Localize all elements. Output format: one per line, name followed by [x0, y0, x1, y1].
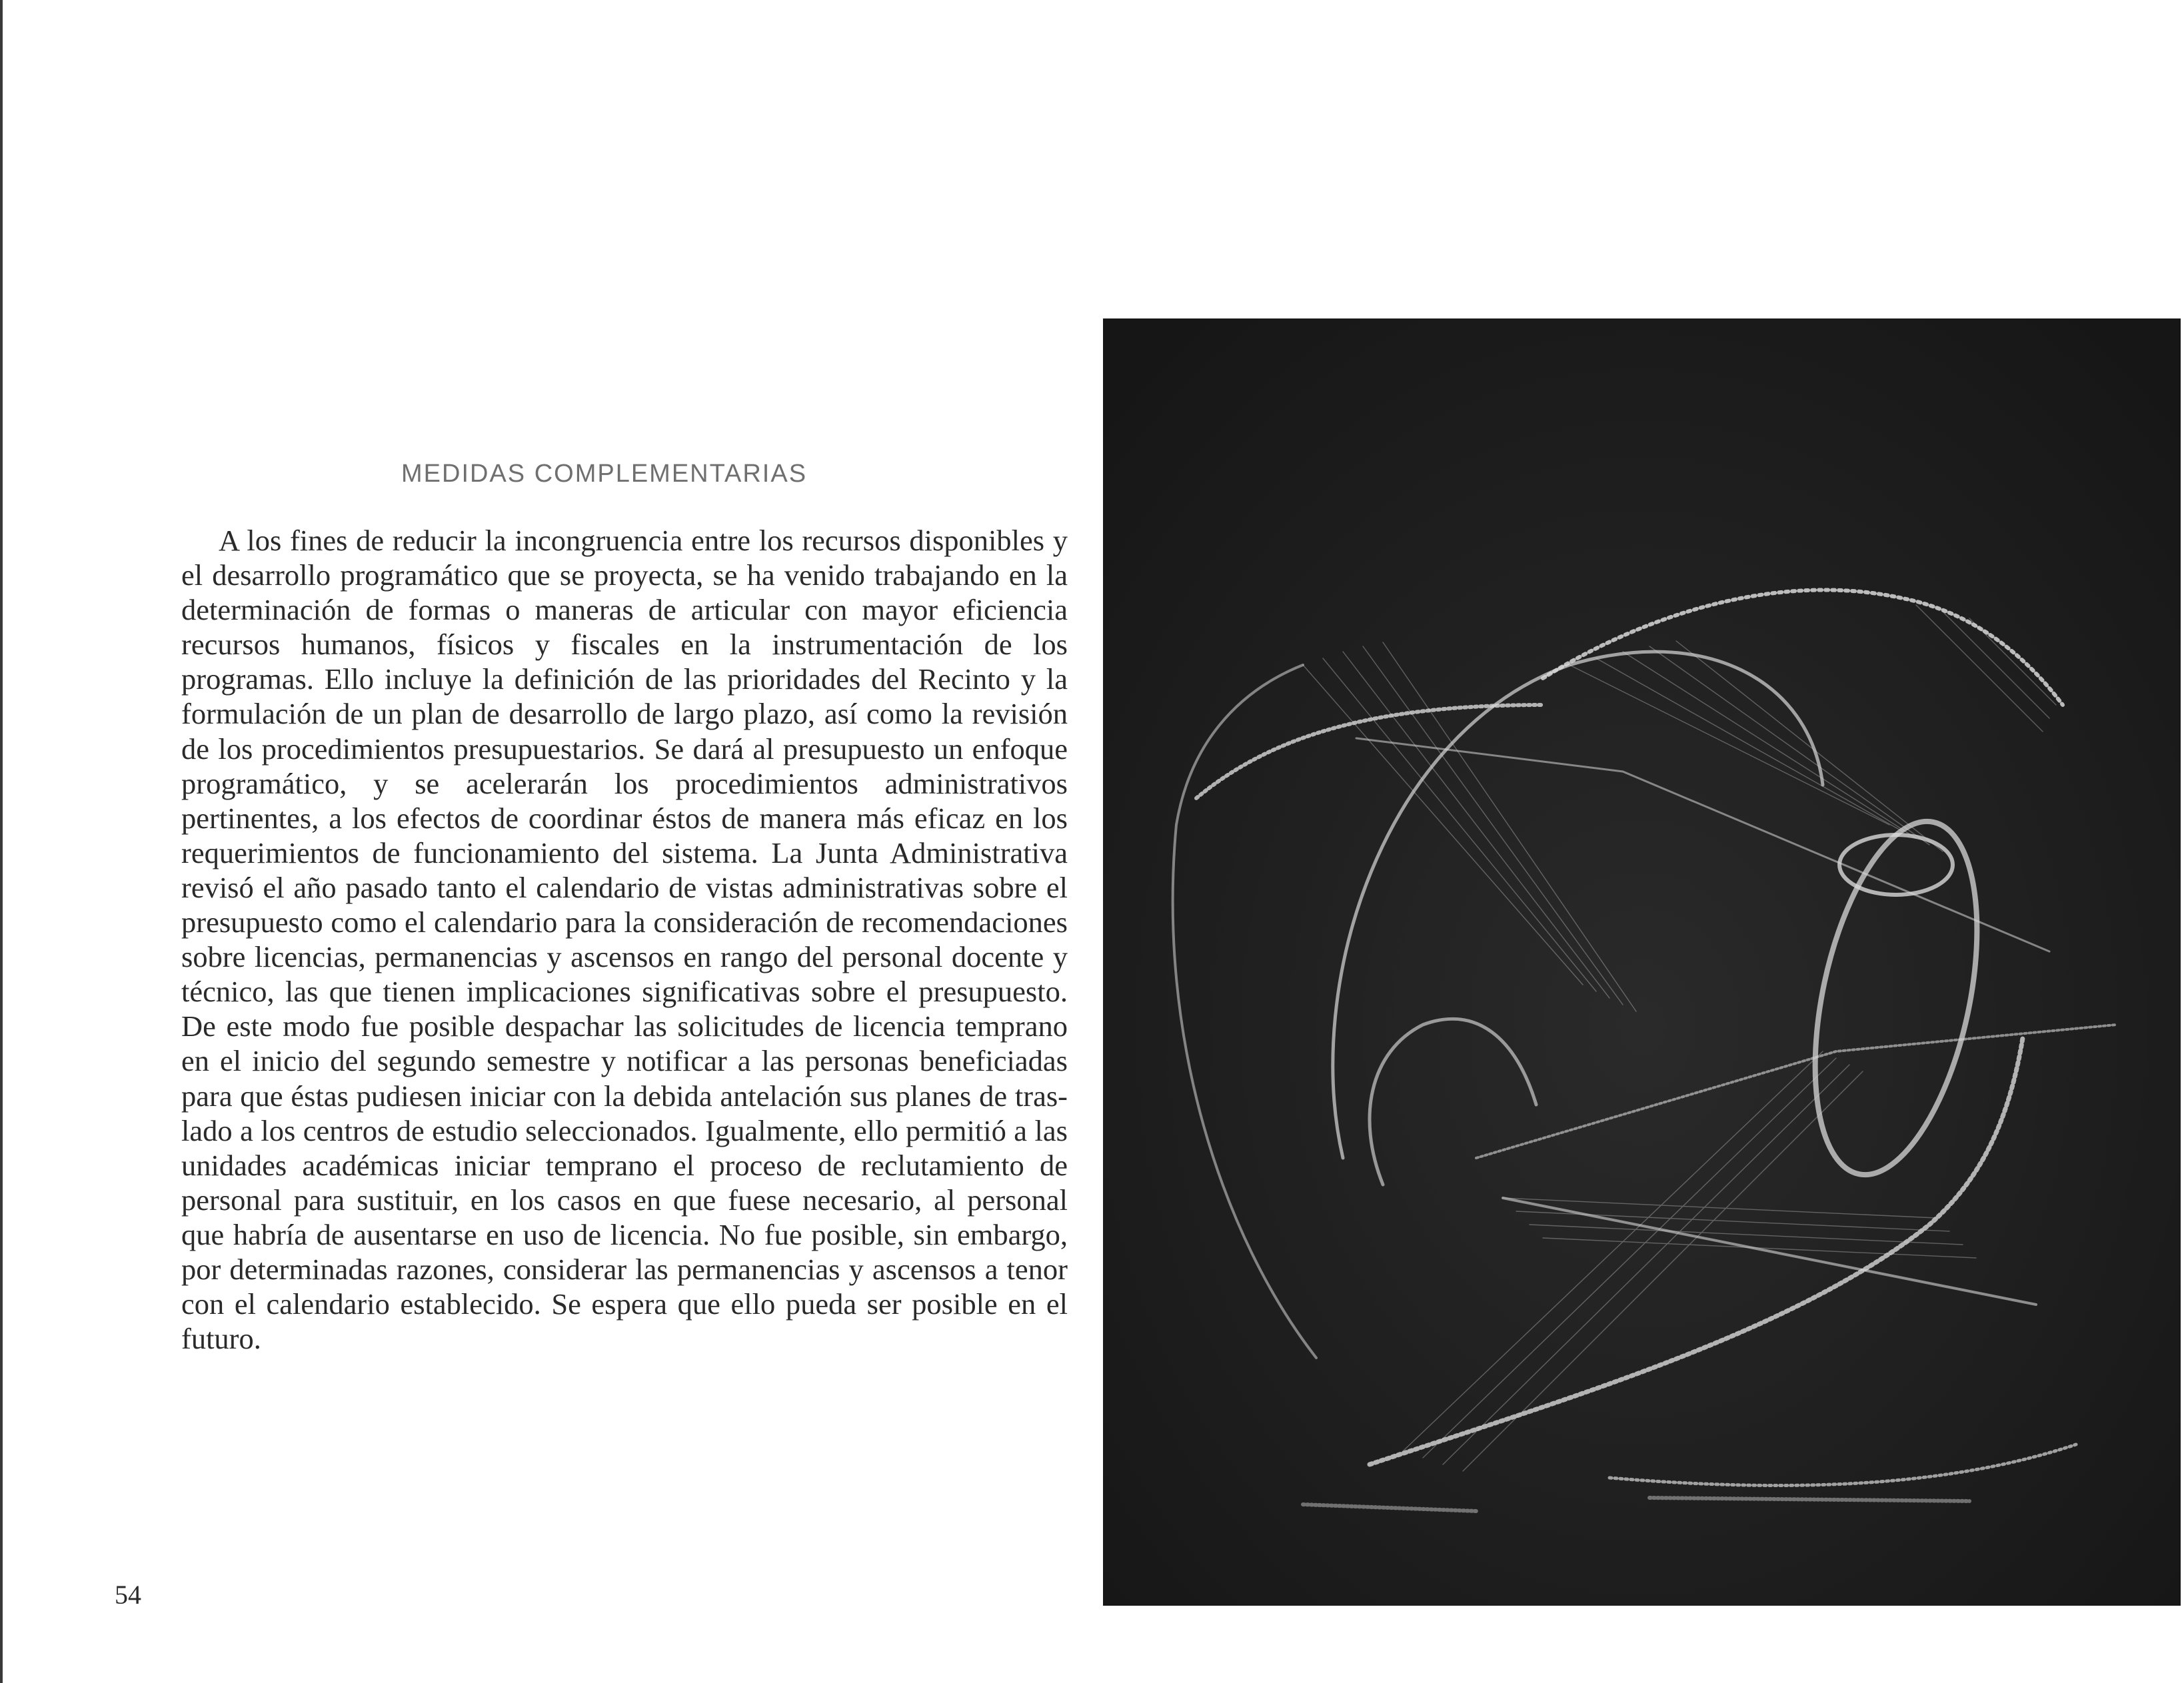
sculpture-photograph: [1103, 318, 2181, 1606]
page-number: 54: [115, 1580, 141, 1610]
section-heading: MEDIDAS COMPLEMENTARIAS: [401, 460, 808, 488]
photo-background: [1103, 318, 2181, 1606]
body-paragraph: A los fines de reducir la incongruencia entre los recursos disponibles y el desarrollo programático que se proyecta, se ha venido trabajando en la determinación de formas o maneras de articular con mayor eficiencia recursos humanos, físicos y fiscales en la instrumentación de los programas. Ello incluye la definición de las prioridades del Recinto y la formulación de un plan de desarrollo de largo plazo, así como la revisión de los procedimientos presupuestarios. Se dará al presupuesto un enfoque programático, y se acelerarán los procedimientos administrativos pertinentes, a los efectos de coordinar éstos de manera más eficaz en los requerimientos de funcionamiento del sistema. La Junta Administrativa revisó el año pasado tanto el calendario de vistas administrativas sobre el presupuesto como el calendario para la consideración de recomendaciones sobre licencias, permanencias y ascensos en rango del personal docente y técnico, las que tienen implicaciones significativas sobre el presupuesto. De este modo fue posible despachar las solicitudes de licencia temprano en el inicio del segundo semestre y notificar a las personas beneficiadas para que éstas pudiesen iniciar con la debida antelación sus planes de traslado a los centros de estudio seleccionados. Igualmente, ello permitió a las unidades académicas iniciar temprano el proceso de reclutamiento de personal para sustituir, en los casos en que fuese necesario, al personal que habría de ausentarse en uso de licencia. No fue posible, sin embargo, por determinadas razones, considerar las permanencias y ascensos a tenor con el calendario establecido. Se espera que ello pueda ser posible en el futuro.: [181, 524, 1068, 1356]
page-edge: [0, 0, 3, 1683]
